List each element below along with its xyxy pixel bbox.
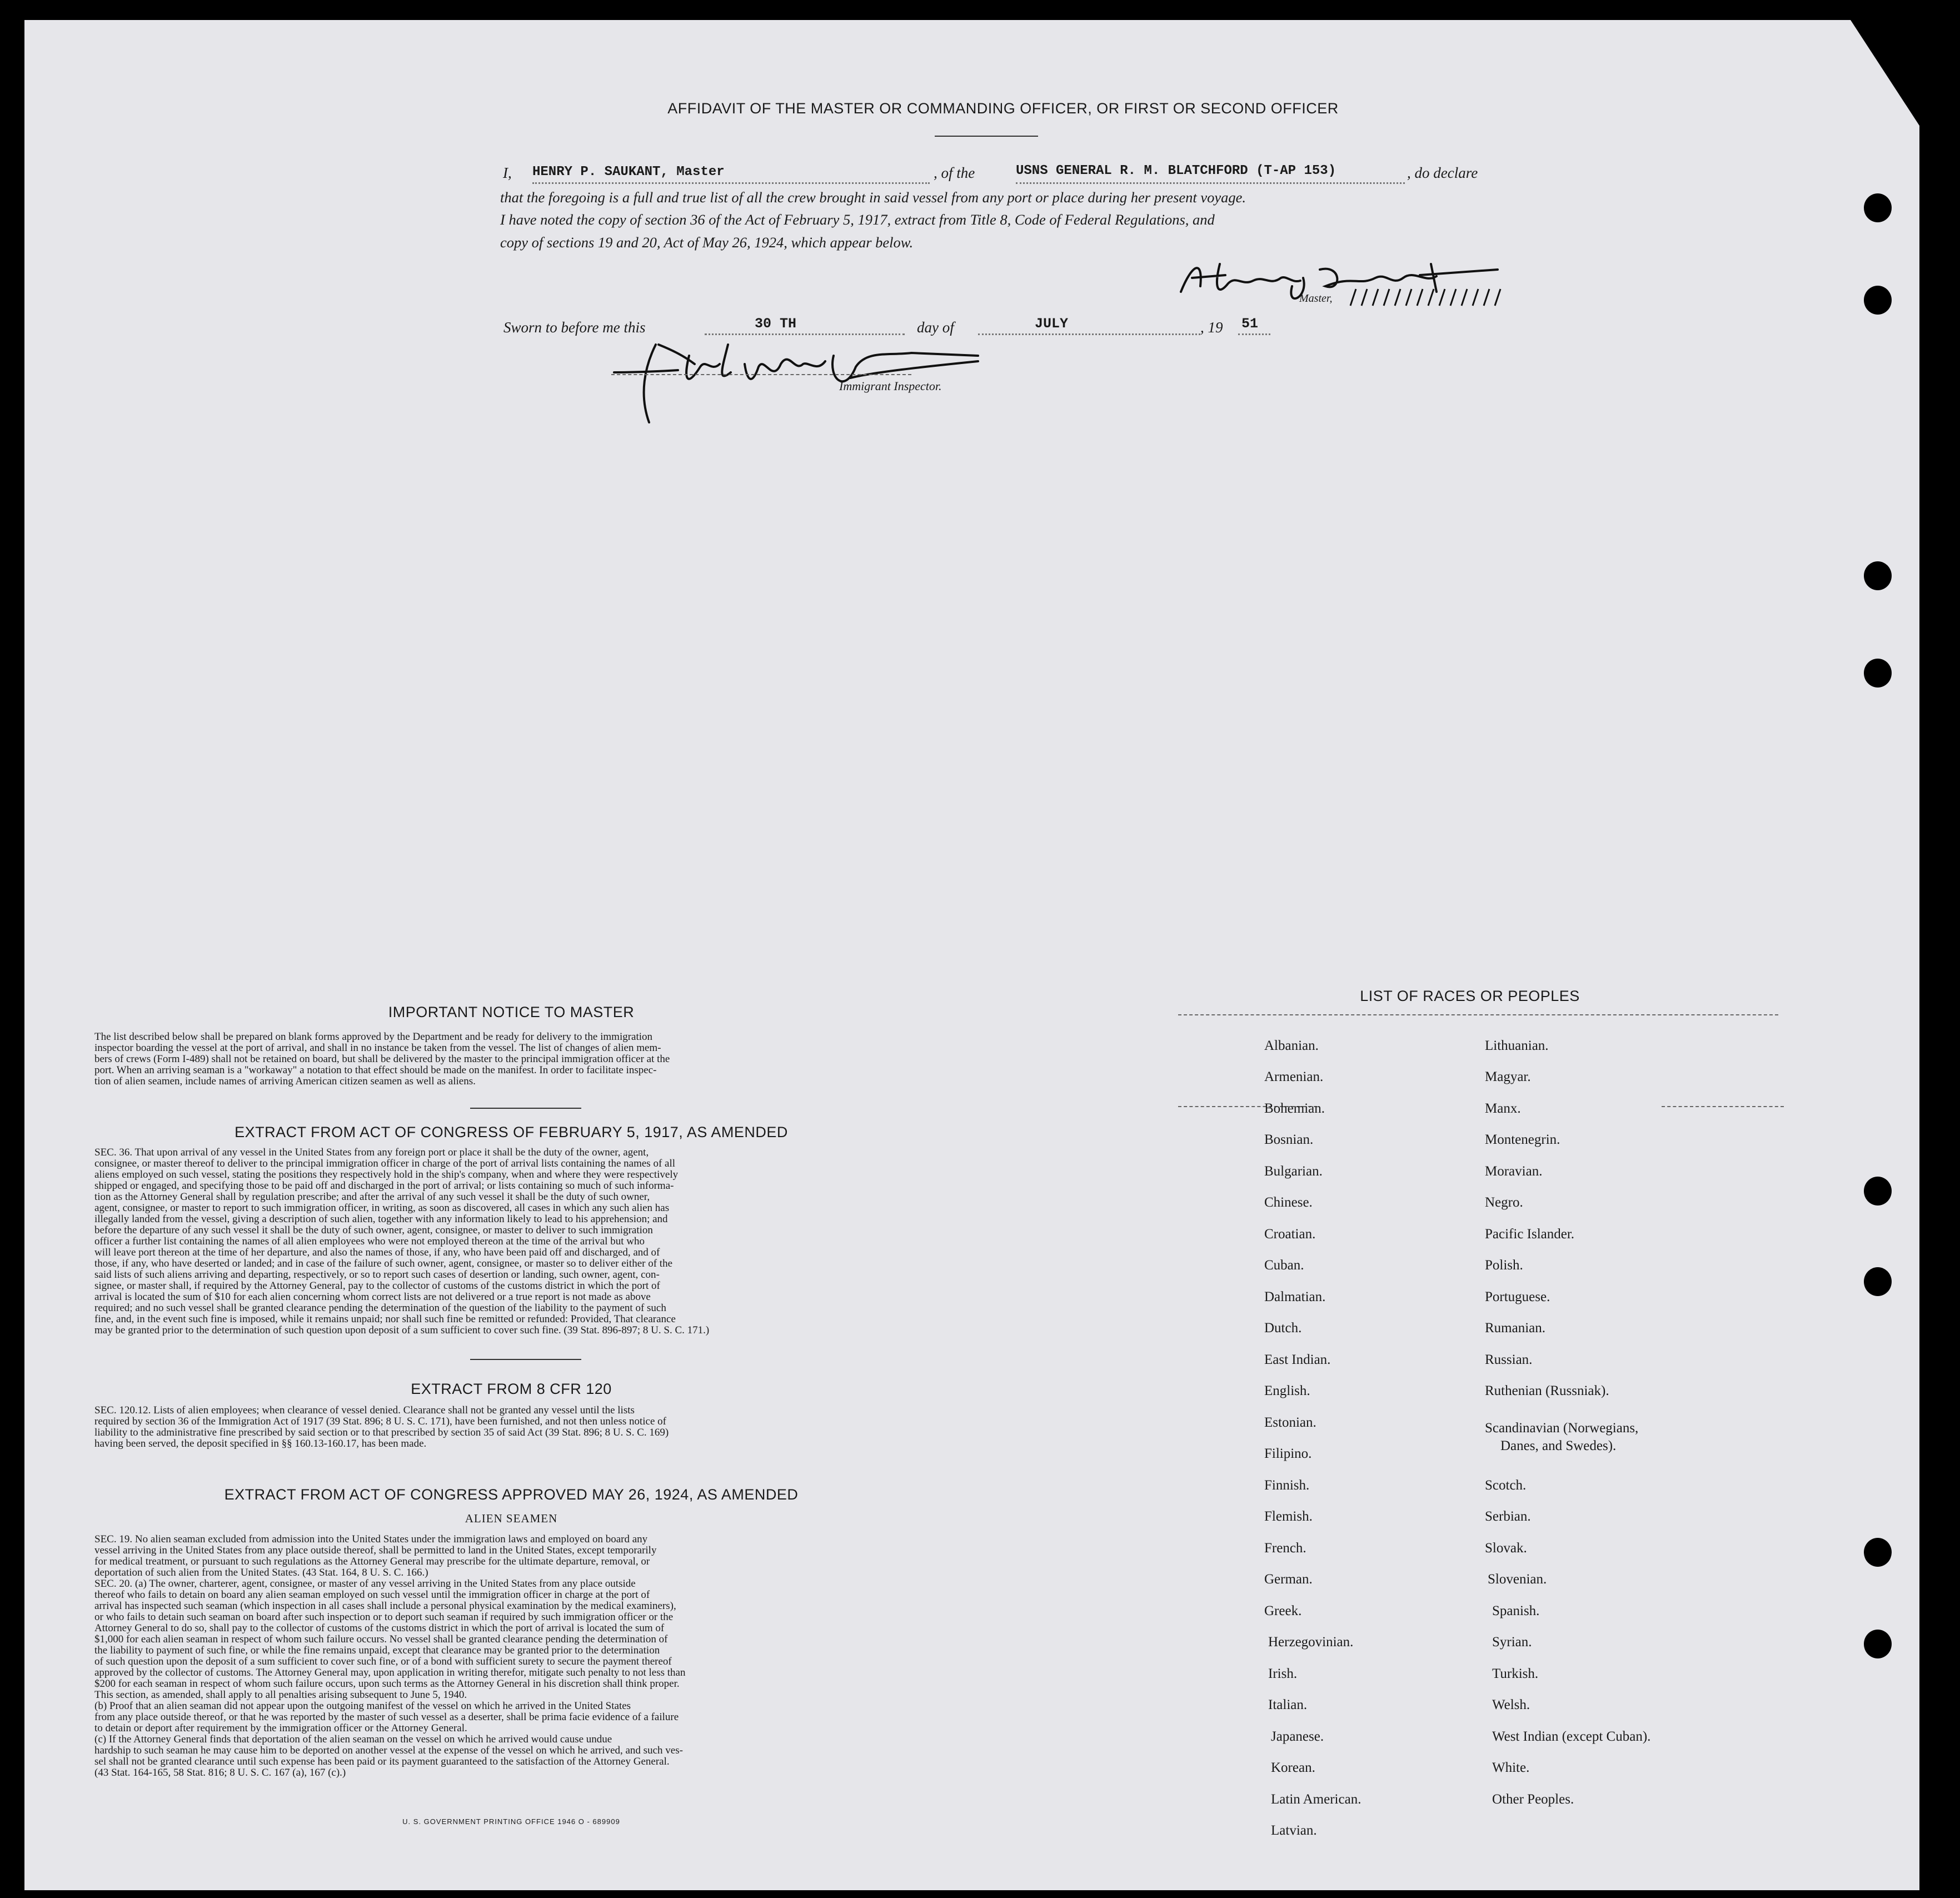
extract-1924-body xyxy=(94,1534,928,1779)
race-item: Dutch. xyxy=(1264,1321,1302,1336)
extract-line: or who fails to detain such seaman on board after such inspection or to deport such seaman if required by such immigration officer or the xyxy=(94,1611,674,1623)
vessel-name-line xyxy=(1016,182,1405,184)
section-rule xyxy=(470,1359,581,1360)
extract-line: deportation of such alien from the United States. (43 Stat. 164, 8 U. S. C. 166.) xyxy=(94,1567,428,1578)
extract-line: This section, as amended, shall apply to all penalties arising subsequent to June 5, 1940. xyxy=(94,1689,467,1701)
race-item: Greek. xyxy=(1264,1603,1302,1618)
extract-line: tion as the Attorney General shall by regulation prescribe; and after the arrival of any such vessel it shall be the duty of such owner, xyxy=(94,1191,650,1203)
extract-line: having been served, the deposit specified in §§ 160.13-160.17, has been made. xyxy=(94,1438,427,1449)
extract-line: sel shall not be granted clearance until such expense has been paid or its payment guaranteed to the satisfaction of the Attorney General. xyxy=(94,1756,670,1767)
race-item: West Indian (except Cuban). xyxy=(1492,1729,1651,1744)
extract-line: of such question upon the deposit of a sum sufficient to cover such fine, or of a bond with sufficient surety to secure the payment thereof xyxy=(94,1656,672,1667)
extract-line: those, if any, who have deserted or landed; and in case of the failure of such owner, agent, consignee, or master so to deliver either of the xyxy=(94,1258,672,1269)
master-name-line xyxy=(532,182,930,184)
inspector-signature xyxy=(611,333,1000,428)
race-item: Rumanian. xyxy=(1485,1321,1546,1336)
notice-line: inspector boarding the vessel at the port of arrival, and shall in no instance be taken from the vessel. The list of changes of alien mem- xyxy=(94,1042,661,1054)
section-rule xyxy=(470,1108,581,1109)
title-rule xyxy=(935,136,1038,137)
extract-line: (b) Proof that an alien seaman did not appear upon the outgoing manifest of the vessel on which he arrived in the United States xyxy=(94,1700,631,1712)
race-item: Portuguese. xyxy=(1485,1289,1550,1304)
extract-line: fine, and, in the event such fine is imposed, while it remains unpaid; nor shall such fine be remitted or refunded: Provided, That clearance xyxy=(94,1313,676,1325)
extract-line: signee, or master shall, if required by the Attorney General, pay to the collector of customs of the customs district in which the port of xyxy=(94,1280,660,1292)
race-item: Welsh. xyxy=(1492,1697,1530,1712)
races-rule-right xyxy=(1662,1106,1784,1107)
race-item: Chinese. xyxy=(1264,1195,1313,1210)
extract-8cfr-title: EXTRACT FROM 8 CFR 120 xyxy=(411,1381,612,1397)
race-item: East Indian. xyxy=(1264,1352,1331,1367)
race-item: Bohemian. xyxy=(1264,1101,1325,1116)
race-item: Filipino. xyxy=(1264,1446,1312,1461)
notice-line: port. When an arriving seaman is a "workaway" a notation to that effect should be made on the manifest. In order to facilitate inspec- xyxy=(94,1064,657,1076)
race-item: Lithuanian. xyxy=(1485,1038,1549,1053)
extract-line: SEC. 20. (a) The owner, charterer, agent, consignee, or master of any vessel arriving in the United States from any place outside xyxy=(94,1578,636,1590)
notice-title: IMPORTANT NOTICE TO MASTER xyxy=(388,1004,635,1020)
race-item: Other Peoples. xyxy=(1492,1792,1574,1807)
extract-line: may be granted prior to the determination of such question upon deposit of a sum sufficient to cover such fine. (39 Stat. 896-897; 8 U. S. C. 171.) xyxy=(94,1324,710,1336)
sworn-month-line xyxy=(978,333,1200,335)
race-item: Japanese. xyxy=(1271,1729,1324,1744)
extract-line: approved by the collector of customs. The Attorney General may, upon application in writing therefor, mitigate such penalty to not less than xyxy=(94,1667,686,1678)
extract-line: $200 for each seaman in respect of whom such failure occurs, upon such terms as the Attorney General in his discretion shall think proper. xyxy=(94,1678,680,1690)
extract-line: $1,000 for each alien seaman in respect of whom such failure occurs. No vessel shall be granted clearance pending the determination of xyxy=(94,1633,668,1645)
race-item: Slovenian. xyxy=(1488,1572,1547,1587)
race-item: Italian. xyxy=(1268,1697,1308,1712)
extract-8cfr-body xyxy=(94,1405,928,1449)
extract-line: officer a further list containing the names of all alien employees who were not employed thereon at the time of the arrival but who xyxy=(94,1236,645,1247)
races-title: LIST OF RACES OR PEOPLES xyxy=(1360,988,1580,1004)
punch-hole xyxy=(1864,1630,1892,1658)
race-item: Cuban. xyxy=(1264,1258,1304,1273)
notice-line: bers of crews (Form I-489) shall not be retained on board, but shall be delivered by the master to the principal immigration officer at the xyxy=(94,1053,670,1065)
sworn-month-field: JULY xyxy=(1035,316,1069,332)
notice-line: The list described below shall be prepared on blank forms approved by the Department and be ready for delivery to the immigration xyxy=(94,1031,653,1043)
extract-line: arrival is located the sum of $10 for each alien concerning whom correct lists are not delivered or a true report is not made as above xyxy=(94,1291,651,1303)
extract-line: illegally landed from the vessel, giving a description of such alien, together with any information likely to lead to his apprehension; and xyxy=(94,1213,668,1225)
extract-line: for medical treatment, or pursuant to such regulations as the Attorney General may prescribe for the ultimate departure, removal, or xyxy=(94,1556,650,1567)
race-item: Estonian. xyxy=(1264,1415,1316,1430)
year-prefix: , 19 xyxy=(1200,319,1223,336)
extract-line: aliens employed on such vessel, stating the positions they respectively hold in the ship's company, when and where they were respectively xyxy=(94,1169,679,1180)
inspector-line xyxy=(611,374,911,375)
extract-line: said lists of such aliens arriving and departing, respectively, or so to report such cases of desertion or landing, such owner, agent, con- xyxy=(94,1269,660,1281)
race-item: French. xyxy=(1264,1541,1306,1556)
punch-hole xyxy=(1864,286,1892,315)
race-item: Latin American. xyxy=(1271,1792,1361,1807)
extract-line: vessel arriving in the United States from any place outside thereof, shall be permitted to land in the United States, except temporarily xyxy=(94,1545,657,1556)
printing-office-footer: U. S. GOVERNMENT PRINTING OFFICE 1946 O - 689909 xyxy=(402,1817,620,1826)
notice-line: tion of alien seamen, include names of arriving American citizen seamen as well as aliens. xyxy=(94,1075,476,1087)
race-item: Bulgarian. xyxy=(1264,1164,1323,1179)
extract-line: (c) If the Attorney General finds that deportation of the alien seaman on the vessel on which he arrived would cause undue xyxy=(94,1733,612,1745)
master-crossout xyxy=(1348,286,1509,308)
sworn-year-line xyxy=(1238,333,1270,335)
affidavit-i-label: I, xyxy=(503,165,512,181)
extract-1924-title: EXTRACT FROM ACT OF CONGRESS APPROVED MAY 26, 1924, AS AMENDED xyxy=(224,1486,799,1503)
extract-line: consignee, or master thereof to deliver to the principal immigration officer in charge of the port of arrival lists containing the names of all xyxy=(94,1158,676,1169)
race-item: German. xyxy=(1264,1572,1313,1587)
race-item: Danes, and Swedes). xyxy=(1500,1438,1617,1453)
race-item: Manx. xyxy=(1485,1101,1521,1116)
race-item: White. xyxy=(1492,1760,1530,1775)
day-of-label: day of xyxy=(917,319,954,336)
race-item: Montenegrin. xyxy=(1485,1132,1560,1147)
race-item: Irish. xyxy=(1268,1666,1298,1681)
race-item: Korean. xyxy=(1271,1760,1315,1775)
affidavit-title: AFFIDAVIT OF THE MASTER OR COMMANDING OFFICER, OR FIRST OR SECOND OFFICER xyxy=(667,100,1339,117)
race-item: Spanish. xyxy=(1492,1603,1540,1618)
extract-1917-body xyxy=(94,1147,928,1336)
extract-line: liability to the administrative fine prescribed by said section or to that prescribed by section 35 of said Act (39 Stat. 896; 8 U. S. C. 169) xyxy=(94,1427,669,1438)
race-item: Finnish. xyxy=(1264,1478,1310,1493)
extract-line: SEC. 120.12. Lists of alien employees; when clearance of vessel denied. Clearance shall not be granted any vessel until the lists xyxy=(94,1404,635,1416)
extract-line: SEC. 19. No alien seaman excluded from admission into the United States under the immigration laws and employed on board any xyxy=(94,1533,648,1545)
of-the-label: , of the xyxy=(934,165,975,181)
extract-line: will leave port thereon at the time of her departure, and also the names of those, if any, who have been paid off and discharged, and of xyxy=(94,1247,660,1258)
race-item: Dalmatian. xyxy=(1264,1289,1326,1304)
extract-1917-title: EXTRACT FROM ACT OF CONGRESS OF FEBRUARY 5, 1917, AS AMENDED xyxy=(235,1124,788,1140)
race-item: Herzegovinian. xyxy=(1268,1635,1354,1650)
vessel-name-field: USNS GENERAL R. M. BLATCHFORD (T-AP 153) xyxy=(1016,163,1336,178)
extract-line: Attorney General to do so, shall pay to the collector of customs of the customs district in which the port of arrival is located the sum of xyxy=(94,1622,665,1634)
master-label: Master, xyxy=(1299,292,1333,305)
extract-line: before the departure of any such vessel it shall be the duty of such owner, agent, consignee, or master to deliver to such immigration xyxy=(94,1224,653,1236)
race-item: Croatian. xyxy=(1264,1227,1316,1242)
race-item: English. xyxy=(1264,1383,1310,1398)
sworn-label: Sworn to before me this xyxy=(503,319,646,336)
race-item: Negro. xyxy=(1485,1195,1523,1210)
affidavit-line-2: that the foregoing is a full and true list of all the crew brought in said vessel from any port or place during her present voyage. xyxy=(500,189,1246,206)
race-item: Scotch. xyxy=(1485,1478,1527,1493)
extract-line: arrival has inspected such seaman (which inspection in all cases shall include a personal physical examination by the medical examiners), xyxy=(94,1600,676,1612)
race-item: Ruthenian (Russniak). xyxy=(1485,1383,1609,1398)
races-rule xyxy=(1178,1014,1778,1015)
inspector-label: Immigrant Inspector. xyxy=(839,379,942,393)
race-item: Albanian. xyxy=(1264,1038,1319,1053)
extract-line: required by section 36 of the Immigration Act of 1917 (39 Stat. 896; 8 U. S. C. 171), have been furnished, and not then unless notice of xyxy=(94,1416,666,1427)
punch-hole xyxy=(1864,1538,1892,1567)
extract-line: agent, consignee, or master to report to such immigration officer, in writing, as soon as discovered, all cases in which any such alien has xyxy=(94,1202,670,1214)
extract-line: from any place outside thereof, or that he was reported by the master of such vessel as a deserter, shall be prima facie evidence of a failure xyxy=(94,1711,679,1723)
extract-line: required; and no such vessel shall be granted clearance pending the determination of the question of the liability to the payment of such xyxy=(94,1302,666,1314)
affidavit-line-4: copy of sections 19 and 20, Act of May 26, 1924, which appear below. xyxy=(500,234,914,251)
race-item: Moravian. xyxy=(1485,1164,1543,1179)
race-item: Syrian. xyxy=(1492,1635,1532,1650)
race-item: Russian. xyxy=(1485,1352,1533,1367)
affidavit-line-3: I have noted the copy of section 36 of the Act of February 5, 1917, extract from Title 8, Code of Federal Regulations, and xyxy=(500,211,1215,228)
race-item: Turkish. xyxy=(1492,1666,1539,1681)
do-declare-label: , do declare xyxy=(1407,165,1478,181)
race-item: Armenian. xyxy=(1264,1069,1324,1084)
race-item: Scandinavian (Norwegians, xyxy=(1485,1421,1639,1436)
punch-hole xyxy=(1864,193,1892,222)
punch-hole xyxy=(1864,1267,1892,1296)
race-item: Serbian. xyxy=(1485,1509,1531,1524)
race-item: Latvian. xyxy=(1271,1823,1317,1838)
sworn-day-field: 30 TH xyxy=(755,316,797,332)
sworn-year-field: 51 xyxy=(1241,316,1259,332)
punch-hole xyxy=(1864,659,1892,688)
extract-1924-subtitle: ALIEN SEAMEN xyxy=(465,1512,558,1525)
corner-cut xyxy=(1851,20,1934,148)
punch-hole xyxy=(1864,561,1892,590)
race-item: Magyar. xyxy=(1485,1069,1531,1084)
extract-line: thereof who fails to detain on board any alien seaman employed on such vessel until the immigration officer in charge at the port of xyxy=(94,1589,650,1601)
extract-line: (43 Stat. 164-165, 58 Stat. 816; 8 U. S. C. 167 (a), 167 (c).) xyxy=(94,1767,346,1779)
master-name-field: HENRY P. SAUKANT, Master xyxy=(532,165,725,180)
extract-line: shipped or engaged, and specifying those to be paid off and discharged in the port of arrival; or lists containing so much of such informa- xyxy=(94,1180,674,1192)
extract-line: the liability to payment of such fine, or while the fine remains unpaid, except that clearance may be granted prior to the determination xyxy=(94,1645,660,1656)
race-item: Flemish. xyxy=(1264,1509,1313,1524)
extract-line: SEC. 36. That upon arrival of any vessel in the United States from any foreign port or place it shall be the duty of the owner, agent, xyxy=(94,1147,649,1158)
notice-body xyxy=(94,1032,928,1087)
extract-line: hardship to such seaman he may cause him to be deported on another vessel at the expense of the vessel on which he arrived, and such ves- xyxy=(94,1745,683,1756)
race-item: Pacific Islander. xyxy=(1485,1227,1575,1242)
punch-hole xyxy=(1864,1177,1892,1205)
extract-line: to detain or deport after requirement by the immigration officer or the Attorney General. xyxy=(94,1722,467,1734)
race-item: Bosnian. xyxy=(1264,1132,1314,1147)
race-item: Polish. xyxy=(1485,1258,1523,1273)
race-item: Slovak. xyxy=(1485,1541,1527,1556)
